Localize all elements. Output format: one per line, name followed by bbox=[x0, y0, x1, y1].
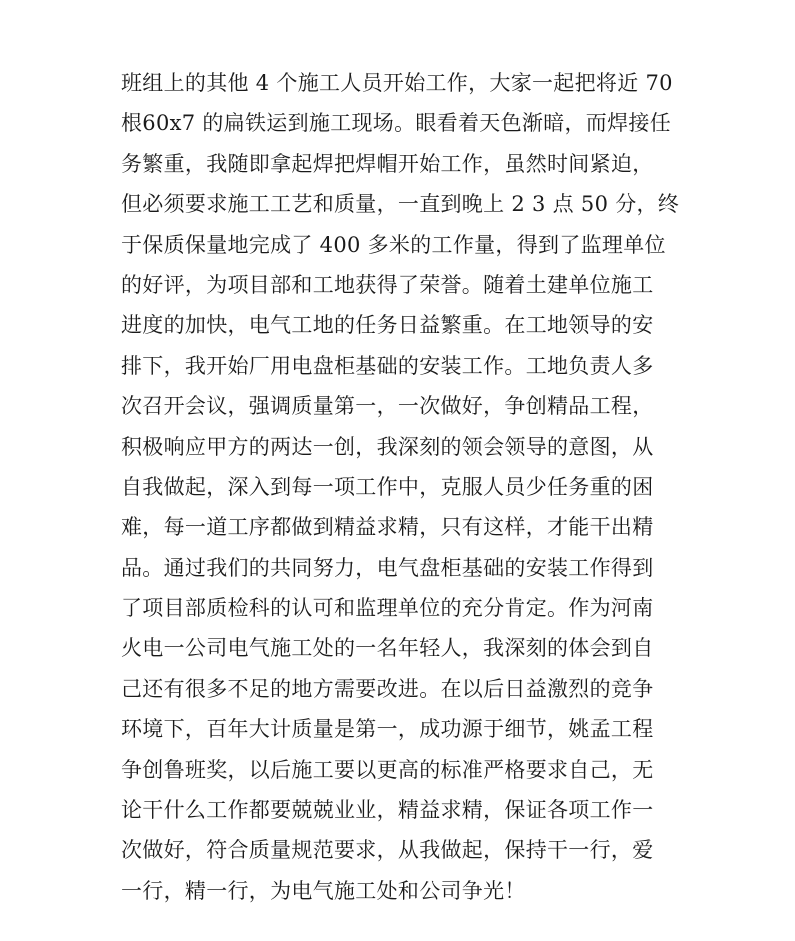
text-line-17: 环境下，百年大计质量是第一，成功源于细节，姚孟工程 bbox=[121, 717, 654, 742]
text-line-6: 的好评，为项目部和工地获得了荣誉。随着土建单位施工 bbox=[121, 272, 654, 297]
text-line-8: 排下，我开始厂用电盘柜基础的安装工作。工地负责人多 bbox=[121, 353, 654, 378]
text-line-18: 争创鲁班奖，以后施工要以更高的标准严格要求自己，无 bbox=[121, 757, 654, 782]
text-line-9: 次召开会议，强调质量第一，一次做好，争创精品工程， bbox=[121, 394, 654, 419]
text-line-4: 但必须要求施工工艺和质量，一直到晚上 2 3 点 50 分，终 bbox=[121, 192, 680, 217]
text-line-7: 进度的加快，电气工地的任务日益繁重。在工地领导的安 bbox=[121, 313, 654, 338]
text-line-3: 务繁重，我随即拿起焊把焊帽开始工作，虽然时间紧迫， bbox=[121, 151, 654, 176]
text-line-10: 积极响应甲方的两达一创，我深刻的领会领导的意图，从 bbox=[121, 434, 654, 459]
text-line-14: 了项目部质检科的认可和监理单位的充分肯定。作为河南 bbox=[121, 596, 654, 621]
text-line-1: 班组上的其他 4 个施工人员开始工作，大家一起把将近 70 bbox=[121, 71, 673, 95]
text-line-2: 根60x7 的扁铁运到施工现场。眼看着天色渐暗，而焊接任 bbox=[121, 111, 671, 136]
body-paragraph bbox=[121, 63, 681, 911]
text-line-5: 于保质保量地完成了 400 多米的工作量，得到了监理单位 bbox=[121, 232, 666, 257]
text-line-21: 一行，精一行，为电气施工处和公司争光！ bbox=[121, 878, 526, 903]
text-line-12: 难，每一道工序都做到精益求精，只有这样，才能干出精 bbox=[121, 515, 654, 540]
text-line-20: 次做好，符合质量规范要求，从我做起，保持干一行，爱 bbox=[121, 838, 654, 863]
text-line-15: 火电一公司电气施工处的一名年轻人，我深刻的体会到自 bbox=[121, 636, 654, 661]
text-line-13: 品。通过我们的共同努力，电气盘柜基础的安装工作得到 bbox=[121, 555, 654, 580]
text-line-16: 己还有很多不足的地方需要改进。在以后日益激烈的竞争 bbox=[121, 676, 654, 701]
text-line-19: 论干什么工作都要兢兢业业，精益求精，保证各项工作一 bbox=[121, 798, 654, 823]
text-line-11: 自我做起，深入到每一项工作中，克服人员少任务重的困 bbox=[121, 474, 654, 499]
